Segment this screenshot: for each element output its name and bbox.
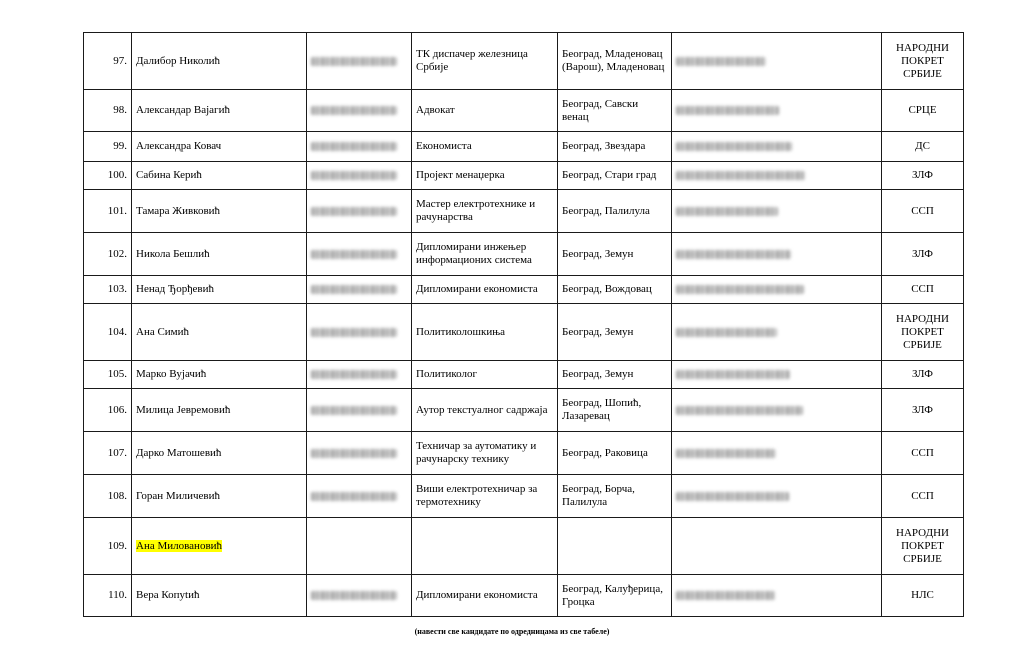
redacted-id-cell [307,361,412,389]
table-row [84,475,964,518]
party-name: НАРОДНИ ПОКРЕТ СРБИЈЕ [882,518,964,575]
redacted-blur [676,370,790,379]
party-name: ССП [882,276,964,304]
candidate-name-text: Далибор Николић [136,54,221,67]
residence [558,518,672,575]
occupation: Политиколог [412,361,558,389]
redacted-blur [311,370,397,379]
redacted-blur [311,328,397,337]
candidate-name-text: Вера Копуtић [136,589,200,601]
party-name: ЗЛФ [882,233,964,276]
redacted-blur [676,142,792,151]
redacted-blur [676,492,789,501]
redacted-blur [676,207,778,216]
redacted-id-cell [307,190,412,233]
redacted-blur [311,285,397,294]
redacted-address-cell [672,304,882,361]
redacted-address-cell [672,432,882,475]
occupation: Дипломирани економиста [412,575,558,617]
redacted-id-cell [307,432,412,475]
candidate-name-text: Сабина Керић [136,169,202,181]
occupation: ТК диспачер железница Србије [412,33,558,90]
residence: Београд, Савски венац [558,90,672,132]
candidate-name [132,518,307,575]
redacted-id-cell [307,162,412,190]
redacted-blur [311,57,397,66]
redacted-address-cell [672,90,882,132]
candidate-name [132,575,307,617]
redacted-blur [676,57,766,66]
party-name: НАРОДНИ ПОКРЕТ СРБИЈЕ [882,304,964,361]
redacted-blur [676,250,791,259]
party-name: СРЦЕ [882,90,964,132]
occupation: Пројект менаџерка [412,162,558,190]
row-number: 100. [84,162,132,190]
redacted-blur [676,591,775,600]
redacted-address-cell [672,132,882,162]
residence: Београд, Раковица [558,432,672,475]
redacted-id-cell [307,475,412,518]
residence: Београд, Шопић, Лазаревац [558,389,672,432]
row-number: 104. [84,304,132,361]
redacted-address-cell [672,190,882,233]
party-name: ССП [882,432,964,475]
candidate-name-text: Александра Ковач [136,140,222,152]
occupation: Мастер електротехнике и рачунарства [412,190,558,233]
redacted-address-cell [672,33,882,90]
party-name: ДС [882,132,964,162]
party-name: ССП [882,475,964,518]
table-row [84,518,964,575]
candidate-name [132,33,307,90]
occupation: Дипломирани инжењер информационих система [412,233,558,276]
redacted-id-cell [307,304,412,361]
row-number: 98. [84,90,132,132]
redacted-address-cell [672,518,882,575]
candidate-table [83,32,964,617]
candidate-name [132,361,307,389]
redacted-id-cell [307,518,412,575]
candidate-name-text: Александар Вајагић [136,104,230,116]
residence: Београд, Стари град [558,162,672,190]
table-row [84,162,964,190]
table-row [84,361,964,389]
residence: Београд, Земун [558,304,672,361]
residence: Београд, Вождовац [558,276,672,304]
redacted-blur [311,142,397,151]
table-row [84,132,964,162]
party-name: ССП [882,190,964,233]
table-row [84,575,964,617]
redacted-address-cell [672,233,882,276]
row-number: 107. [84,432,132,475]
residence: Београд, Калуђерица, Гроцка [558,575,672,617]
residence: Београд, Земун [558,361,672,389]
table-row [84,389,964,432]
candidate-name-text: Тамара Живковић [136,204,221,217]
occupation: Виши електротехничар за термотехнику [412,475,558,518]
redacted-address-cell [672,361,882,389]
candidate-name [132,90,307,132]
occupation: Аутор текстуалног садржаја [412,389,558,432]
row-number: 99. [84,132,132,162]
residence: Београд, Борча, Палилула [558,475,672,518]
occupation: Политиколошкиња [412,304,558,361]
redacted-blur [311,250,397,259]
redacted-address-cell [672,276,882,304]
candidate-name-text: Милица Јевремовић [136,403,231,416]
redacted-blur [676,449,776,458]
candidate-name [132,190,307,233]
redacted-id-cell [307,33,412,90]
residence: Београд, Звездара [558,132,672,162]
party-name: ЗЛФ [882,361,964,389]
table-row [84,304,964,361]
occupation: Економиста [412,132,558,162]
row-number: 102. [84,233,132,276]
party-name: ЗЛФ [882,389,964,432]
redacted-id-cell [307,132,412,162]
redacted-blur [676,406,803,415]
occupation [412,518,558,575]
occupation: Адвокат [412,90,558,132]
candidate-name-text: Горан Миличевић [136,489,220,502]
redacted-blur [676,106,779,115]
table-row [84,432,964,475]
row-number: 105. [84,361,132,389]
redacted-id-cell [307,90,412,132]
residence: Београд, Земун [558,233,672,276]
candidate-name [132,432,307,475]
candidate-name [132,304,307,361]
redacted-blur [676,328,777,337]
redacted-blur [311,449,397,458]
row-number: 97. [84,33,132,90]
candidate-name-text: Никола Бешлић [136,247,210,260]
redacted-id-cell [307,575,412,617]
redacted-blur [311,106,397,115]
candidate-name [132,162,307,190]
candidate-name [132,132,307,162]
redacted-blur [311,492,397,501]
redacted-address-cell [672,162,882,190]
redacted-address-cell [672,389,882,432]
row-number: 108. [84,475,132,518]
redacted-address-cell [672,475,882,518]
row-number: 103. [84,276,132,304]
redacted-id-cell [307,276,412,304]
candidate-name [132,233,307,276]
candidate-name-text: Дарко Матошевић [136,446,222,459]
candidate-name [132,475,307,518]
table-row [84,33,964,90]
footnote: (навести све кандидате по одредницама из све табеле) [414,627,610,636]
table-row [84,90,964,132]
redacted-blur [311,591,397,600]
candidate-name-text: Марко Вујачић [136,368,207,380]
candidate-name-text: Ненад Ђорђевић [136,283,214,295]
candidate-name-text: Ана Миловановић [136,539,223,552]
redacted-address-cell [672,575,882,617]
party-name: ЗЛФ [882,162,964,190]
redacted-id-cell [307,233,412,276]
redacted-blur [676,285,804,294]
row-number: 101. [84,190,132,233]
candidate-name [132,389,307,432]
row-number: 110. [84,575,132,617]
table-row [84,233,964,276]
redacted-id-cell [307,389,412,432]
table-row [84,190,964,233]
residence: Београд, Палилула [558,190,672,233]
redacted-blur [311,207,397,216]
redacted-blur [311,406,397,415]
row-number: 109. [84,518,132,575]
redacted-blur [311,171,397,180]
party-name: НАРОДНИ ПОКРЕТ СРБИЈЕ [882,33,964,90]
occupation: Техничар за аутоматику и рачунарску технику [412,432,558,475]
table-body [84,33,964,617]
candidate-name-text: Ана Симић [136,325,190,338]
row-number: 106. [84,389,132,432]
occupation: Дипломирани економиста [412,276,558,304]
redacted-blur [676,171,805,180]
candidate-name [132,276,307,304]
residence: Београд, Младеновац (Варош), Младеновац [558,33,672,90]
party-name: НЛС [882,575,964,617]
table-row [84,276,964,304]
